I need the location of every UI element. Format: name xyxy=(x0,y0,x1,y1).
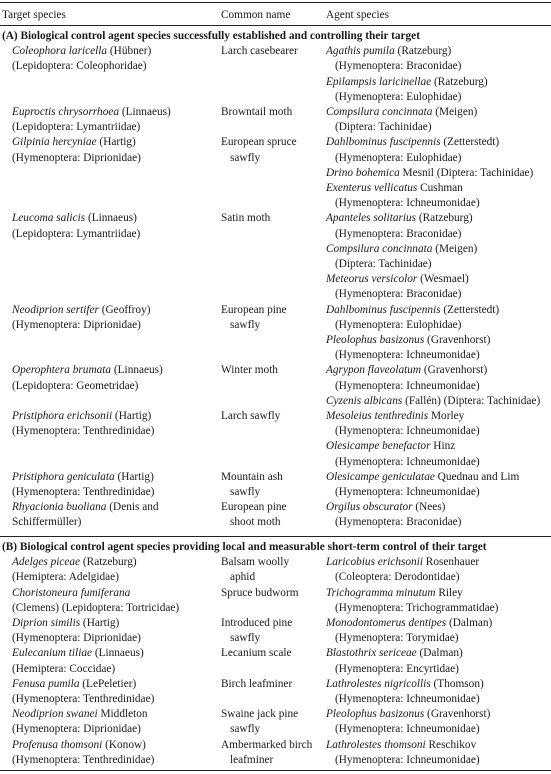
authority-text: (Ratzeburg) xyxy=(80,556,137,569)
common-name-cell xyxy=(221,470,283,500)
scientific-name: Agrypon flaveolatum xyxy=(326,364,422,377)
scientific-name: Euproctis chrysorrhoea xyxy=(12,106,120,118)
authority-text: (Ratzeburg) xyxy=(394,45,452,58)
authority-text: (Hymenoptera: Tenthredinidae) xyxy=(12,692,155,705)
authority-text: (Hartig) xyxy=(80,617,120,629)
agent-species-line xyxy=(326,586,498,601)
scientific-name: Olesicampe geniculatae xyxy=(326,470,435,483)
authority-text: (Dalman) xyxy=(446,617,493,629)
target-species-line xyxy=(12,646,144,661)
scientific-name: Trichogramma minutum xyxy=(326,586,436,599)
authority-text: (Zetterstedt) xyxy=(440,136,500,149)
authority-text: (Gravenhorst) xyxy=(421,364,488,377)
scientific-name: Lathrolestes thomsoni xyxy=(326,738,426,751)
target-species-line xyxy=(12,586,179,601)
agent-species-line xyxy=(326,135,533,150)
target-species-line xyxy=(12,135,141,150)
common-name-line: Spruce budworm xyxy=(221,586,299,599)
authority-text: (Ratzeburg) xyxy=(416,212,473,225)
scientific-name: Adelges piceae xyxy=(12,556,81,569)
authority-text: (Linnaeus) xyxy=(119,106,171,118)
agent-species-line xyxy=(326,227,477,242)
target-species-cell xyxy=(12,677,154,707)
agent-species-line xyxy=(326,166,533,181)
agent-species-line xyxy=(326,287,477,302)
common-name-cell xyxy=(221,738,312,768)
scientific-name: Orgilus obscurator xyxy=(326,501,413,514)
target-species-cell xyxy=(12,555,137,585)
agent-species-line xyxy=(326,515,461,530)
scientific-name: Eulecanium tiliae xyxy=(12,647,92,660)
target-species-line xyxy=(12,485,154,500)
authority-text: (Hymenoptera: Ichneumonidae) xyxy=(335,455,480,468)
authority-text: (Hymenoptera: Ichneumonidae) xyxy=(335,723,480,736)
section-title: (A) Biological control agent species successfully established and controlling their target xyxy=(2,30,420,42)
agent-species-line xyxy=(326,616,492,631)
agent-species-line xyxy=(326,211,477,226)
authority-text: (Lepidoptera: Geometridae) xyxy=(12,379,139,392)
common-name-line: sawfly xyxy=(230,151,261,164)
authority-text: (Hübner) xyxy=(107,45,152,58)
common-name-cell xyxy=(221,303,287,333)
scientific-name: Pleolophus basizonus xyxy=(326,708,425,721)
common-name-cell xyxy=(221,677,292,692)
agent-species-line xyxy=(326,90,488,105)
target-species-line xyxy=(12,409,154,424)
common-name-cell xyxy=(221,409,280,424)
authority-text: Reschikov xyxy=(425,738,477,751)
scientific-name: Drino bohemica xyxy=(326,166,400,179)
target-species-line xyxy=(12,105,171,120)
agent-species-line xyxy=(326,722,490,737)
scientific-name: Diprion similis xyxy=(12,617,81,629)
authority-text: (Gravenhorst) xyxy=(424,708,491,721)
authority-text: (Meigen) xyxy=(432,242,478,255)
agent-species-line xyxy=(326,439,480,454)
scientific-name: Gilpinia hercyniae xyxy=(12,136,97,149)
authority-text: (Clemens) (Lepidoptera: Tortricidae) xyxy=(12,601,180,614)
scientific-name: Pristiphora erichsonii xyxy=(12,410,113,422)
authority-text: (Hymenoptera: Tenthredinidae) xyxy=(12,753,155,766)
authority-text: (Hymenoptera: Eulophidae) xyxy=(335,90,462,103)
section-title: (B) Biological control agent species providing local and measurable short-term control of their target xyxy=(2,541,487,553)
agent-species-line xyxy=(326,455,480,470)
authority-text: (Hymenoptera: Ichneumonidae) xyxy=(335,197,480,210)
scientific-name: Cyzenis albicans xyxy=(326,394,403,407)
agent-species-cell xyxy=(326,105,477,135)
agent-species-line xyxy=(326,196,533,211)
authority-text: (Hymenoptera: Ichneumonidae) xyxy=(335,425,480,438)
target-species-line xyxy=(12,555,137,570)
agent-species-cell xyxy=(326,500,461,530)
scientific-name: Dahlbominus fuscipennis xyxy=(326,303,441,316)
common-name-line: Introduced pine xyxy=(221,617,293,629)
authority-text: (Ratzeburg) xyxy=(431,75,488,88)
target-species-cell xyxy=(12,500,159,530)
authority-text: Morley xyxy=(428,410,465,422)
agent-species-line xyxy=(326,318,499,333)
authority-text: (Zetterstedt) xyxy=(440,303,500,316)
agent-species-line xyxy=(326,601,498,616)
scientific-name: Compsilura concinnata xyxy=(326,106,433,118)
agent-species-line xyxy=(326,105,477,120)
target-species-line xyxy=(12,59,151,74)
common-name-line: Balsam woolly xyxy=(221,556,290,569)
scientific-name: Agathis pumila xyxy=(326,45,395,58)
common-name-line: aphid xyxy=(230,571,256,584)
agent-species-line xyxy=(326,44,488,59)
target-species-line xyxy=(12,363,163,378)
target-species-cell xyxy=(12,738,154,768)
agent-species-cell xyxy=(326,586,498,616)
target-species-line xyxy=(12,738,154,753)
common-name-line: sawfly xyxy=(230,723,261,736)
table-bottom-rule xyxy=(0,770,551,771)
agent-species-line xyxy=(326,379,540,394)
target-species-line xyxy=(12,662,144,677)
scientific-name: Choristoneura fumiferana xyxy=(12,586,131,599)
authority-text: (Wesmael) xyxy=(417,273,469,286)
agent-species-line xyxy=(326,303,499,318)
target-species-line xyxy=(12,500,159,515)
authority-text: (Diptera: Tachinidae) xyxy=(335,121,432,134)
scientific-name: Compsilura concinnata xyxy=(326,242,433,255)
agent-species-line xyxy=(326,485,519,500)
authority-text: Middleton xyxy=(97,708,148,721)
authority-text: Hinz xyxy=(430,440,456,453)
agent-species-line xyxy=(326,151,533,166)
scientific-name: Neodiprion sertifer xyxy=(12,303,99,316)
common-name-line: shoot moth xyxy=(230,516,281,529)
authority-text: (Hymenoptera: Ichneumonidae) xyxy=(335,485,480,498)
agent-species-cell xyxy=(326,470,519,500)
target-species-cell xyxy=(12,646,144,676)
target-species-line xyxy=(12,44,151,59)
agent-species-line xyxy=(326,363,540,378)
authority-text: (Hemiptera: Adelgidae) xyxy=(12,571,119,584)
authority-text: (Hymenoptera: Trichogrammatidae) xyxy=(335,601,499,614)
agent-species-line xyxy=(326,570,479,585)
common-name-line: Ambermarked birch xyxy=(221,738,313,751)
scientific-name: Laricobius erichsonii xyxy=(326,556,423,569)
agent-species-line xyxy=(326,424,480,439)
authority-text: (Dalman) xyxy=(416,647,463,660)
authority-text: (Hartig) xyxy=(114,470,154,483)
agent-species-line xyxy=(326,470,519,485)
common-name-line: European pine xyxy=(221,303,287,316)
scientific-name: Dahlbominus fuscipennis xyxy=(326,136,441,149)
common-name-cell xyxy=(221,105,292,120)
agent-species-cell xyxy=(326,677,484,707)
common-name-cell xyxy=(221,44,298,59)
agent-species-line xyxy=(326,409,480,424)
agent-species-line xyxy=(326,692,484,707)
target-species-cell xyxy=(12,135,141,165)
scientific-name: Coleophora laricella xyxy=(12,45,108,58)
authority-text: (LePeletier) xyxy=(79,677,137,690)
target-species-line xyxy=(12,631,141,646)
target-species-line xyxy=(12,303,151,318)
common-name-line: Browntail moth xyxy=(221,106,293,118)
common-name-line: sawfly xyxy=(230,318,261,331)
agent-species-cell xyxy=(326,738,480,768)
agent-species-line xyxy=(326,646,463,661)
common-name-line: Birch leafminer xyxy=(221,677,293,690)
agent-species-line xyxy=(326,555,479,570)
common-name-cell xyxy=(221,211,270,226)
agent-species-line xyxy=(326,333,499,348)
authority-text: (Linnaeus) xyxy=(111,364,163,377)
agent-species-line xyxy=(326,242,477,257)
authority-text: (Geoffroy) xyxy=(98,303,151,316)
scientific-name: Epilampsis laricinellae xyxy=(326,75,432,88)
common-name-cell xyxy=(221,707,298,737)
authority-text: (Hartig) xyxy=(96,136,136,149)
authority-text: (Fallén) (Diptera: Tachinidae) xyxy=(402,394,541,407)
target-species-line xyxy=(12,692,154,707)
common-name-cell xyxy=(221,363,278,378)
authority-text: (Hymenoptera: Ichneumonidae) xyxy=(335,349,480,362)
agent-species-line xyxy=(326,753,480,768)
scientific-name: Profenusa thomsoni xyxy=(12,738,103,751)
authority-text: (Hymenoptera: Braconidae) xyxy=(335,60,462,73)
authority-text: (Lepidoptera: Lymantriidae) xyxy=(12,227,141,240)
common-name-cell xyxy=(221,586,299,601)
authority-text: Mesnil (Diptera: Tachinidae) xyxy=(399,166,534,179)
target-species-line xyxy=(12,601,179,616)
agent-species-cell xyxy=(326,646,463,676)
agent-species-line xyxy=(326,631,492,646)
agent-species-cell xyxy=(326,707,490,737)
target-species-line xyxy=(12,211,140,226)
authority-text: (Hymenoptera: Diprionidae) xyxy=(12,632,141,645)
authority-text: (Hymenoptera: Ichneumonidae) xyxy=(335,753,480,766)
authority-text: (Diptera: Tachinidae) xyxy=(335,257,432,270)
scientific-name: Pristiphora geniculata xyxy=(12,470,115,483)
common-name-line: Larch sawfly xyxy=(221,410,281,422)
authority-text: (Hymenoptera: Braconidae) xyxy=(335,288,462,301)
common-name-line: Lecanium scale xyxy=(221,647,292,660)
common-name-line: sawfly xyxy=(230,632,261,645)
header-agent-species: Agent species xyxy=(326,9,390,21)
common-name-line: Mountain ash xyxy=(221,470,283,483)
authority-text: (Hymenoptera: Diprionidae) xyxy=(12,151,141,164)
common-name-line: leafminer xyxy=(230,753,274,766)
common-name-line: sawfly xyxy=(230,485,261,498)
authority-text: (Meigen) xyxy=(432,106,478,118)
target-species-cell xyxy=(12,470,154,500)
authority-text: (Hymenoptera: Diprionidae) xyxy=(12,318,141,331)
authority-text: (Hymenoptera: Braconidae) xyxy=(335,227,462,240)
agent-species-cell xyxy=(326,44,488,105)
scientific-name: Operophtera brumata xyxy=(12,364,112,377)
authority-text: (Denis and xyxy=(106,501,159,514)
common-name-line: Larch casebearer xyxy=(221,45,298,58)
target-species-cell xyxy=(12,363,163,393)
authority-text: (Hemiptera: Coccidae) xyxy=(12,662,116,675)
common-name-line: European spruce xyxy=(221,136,297,149)
header-rule xyxy=(0,25,551,26)
common-name-cell xyxy=(221,135,297,165)
authority-text: (Hymenoptera: Eulophidae) xyxy=(335,151,462,164)
agent-species-line xyxy=(326,738,480,753)
scientific-name: Blastothrix sericeae xyxy=(326,647,417,660)
agent-species-cell xyxy=(326,303,499,364)
authority-text: (Hymenoptera: Ichneumonidae) xyxy=(335,379,480,392)
target-species-cell xyxy=(12,303,151,333)
target-species-cell xyxy=(12,409,154,439)
target-species-cell xyxy=(12,616,141,646)
scientific-name: Lathrolestes nigricollis xyxy=(326,677,431,690)
common-name-cell xyxy=(221,646,292,661)
agent-species-line xyxy=(326,181,533,196)
target-species-line xyxy=(12,120,171,135)
section-rule xyxy=(0,536,551,537)
common-name-line: European pine xyxy=(221,501,287,514)
agent-species-line xyxy=(326,677,484,692)
common-name-line: Swaine jack pine xyxy=(221,708,299,721)
scientific-name: Neodiprion swanei xyxy=(12,708,98,721)
authority-text: (Lepidoptera: Lymantriidae) xyxy=(12,121,141,134)
agent-species-cell xyxy=(326,616,492,646)
common-name-line: Satin moth xyxy=(221,212,271,225)
target-species-cell xyxy=(12,707,148,737)
authority-text: (Linnaeus) xyxy=(85,212,137,225)
agent-species-line xyxy=(326,257,477,272)
agent-species-line xyxy=(326,75,488,90)
target-species-line xyxy=(12,616,141,631)
authority-text: (Hartig) xyxy=(112,410,152,422)
authority-text: (Hymenoptera: Encyrtidae) xyxy=(335,662,459,675)
common-name-cell xyxy=(221,616,292,646)
target-species-cell xyxy=(12,105,171,135)
agent-species-line xyxy=(326,120,477,135)
scientific-name: Apanteles solitarius xyxy=(326,212,417,225)
agent-species-line xyxy=(326,272,477,287)
target-species-line xyxy=(12,151,141,166)
header-target-species: Target species xyxy=(2,9,66,21)
authority-text: (Konow) xyxy=(102,738,146,751)
target-species-line xyxy=(12,318,151,333)
authority-text: (Lepidoptera: Coleophoridae) xyxy=(12,60,147,73)
table-top-rule xyxy=(0,2,551,3)
authority-text: (Thomson) xyxy=(430,677,484,690)
scientific-name: Pleolophus basizonus xyxy=(326,333,425,346)
common-name-cell xyxy=(221,500,287,530)
common-name-line: Winter moth xyxy=(221,364,278,377)
authority-text: (Nees) xyxy=(412,501,446,514)
scientific-name: Leucoma salicis xyxy=(12,212,86,225)
agent-species-cell xyxy=(326,409,480,470)
agent-species-line xyxy=(326,707,490,722)
target-species-line xyxy=(12,515,159,530)
target-species-line xyxy=(12,470,154,485)
target-species-line xyxy=(12,707,148,722)
target-species-cell xyxy=(12,586,179,616)
common-name-cell xyxy=(221,555,289,585)
authority-text: (Hymenoptera: Diprionidae) xyxy=(12,723,141,736)
scientific-name: Monodontomerus dentipes xyxy=(326,617,447,629)
target-species-cell xyxy=(12,211,140,241)
scientific-name: Mesoleius tenthredinis xyxy=(326,410,429,422)
agent-species-cell xyxy=(326,363,540,409)
scientific-name: Exenterus vellicatus xyxy=(326,181,418,194)
agent-species-line xyxy=(326,348,499,363)
scientific-name: Olesicampe benefactor xyxy=(326,440,431,453)
authority-text: (Linnaeus) xyxy=(92,647,144,660)
target-species-line xyxy=(12,677,154,692)
agent-species-cell xyxy=(326,211,477,302)
target-species-line xyxy=(12,722,148,737)
authority-text: (Hymenoptera: Braconidae) xyxy=(335,516,462,529)
agent-species-line xyxy=(326,500,461,515)
authority-text: (Gravenhorst) xyxy=(424,333,491,346)
authority-text: Rosenhauer xyxy=(422,556,480,569)
authority-text: (Hymenoptera: Tenthredinidae) xyxy=(12,425,155,438)
scientific-name: Rhyacionia buoliana xyxy=(12,501,107,514)
target-species-line xyxy=(12,379,163,394)
agent-species-line xyxy=(326,662,463,677)
authority-text: Schiffermüller) xyxy=(12,516,82,529)
agent-species-line xyxy=(326,59,488,74)
header-common-name: Common name xyxy=(221,9,291,21)
agent-species-cell xyxy=(326,135,533,211)
authority-text: (Hymenoptera: Torymidae) xyxy=(335,632,459,645)
authority-text: Riley xyxy=(435,586,463,599)
authority-text: (Hymenoptera: Tenthredinidae) xyxy=(12,485,155,498)
authority-text: (Coleoptera: Derodontidae) xyxy=(335,571,460,584)
target-species-line xyxy=(12,753,154,768)
target-species-line xyxy=(12,570,137,585)
agent-species-cell xyxy=(326,555,479,585)
agent-species-line xyxy=(326,394,540,409)
target-species-cell xyxy=(12,44,151,74)
scientific-name: Fenusa pumila xyxy=(12,677,80,690)
authority-text: (Hymenoptera: Eulophidae) xyxy=(335,318,462,331)
authority-text: Quednau and Lim xyxy=(434,470,520,483)
target-species-line xyxy=(12,424,154,439)
target-species-line xyxy=(12,227,140,242)
authority-text: Cushman xyxy=(417,181,463,194)
scientific-name: Meteorus versicolor xyxy=(326,273,418,286)
authority-text: (Hymenoptera: Ichneumonidae) xyxy=(335,692,480,705)
